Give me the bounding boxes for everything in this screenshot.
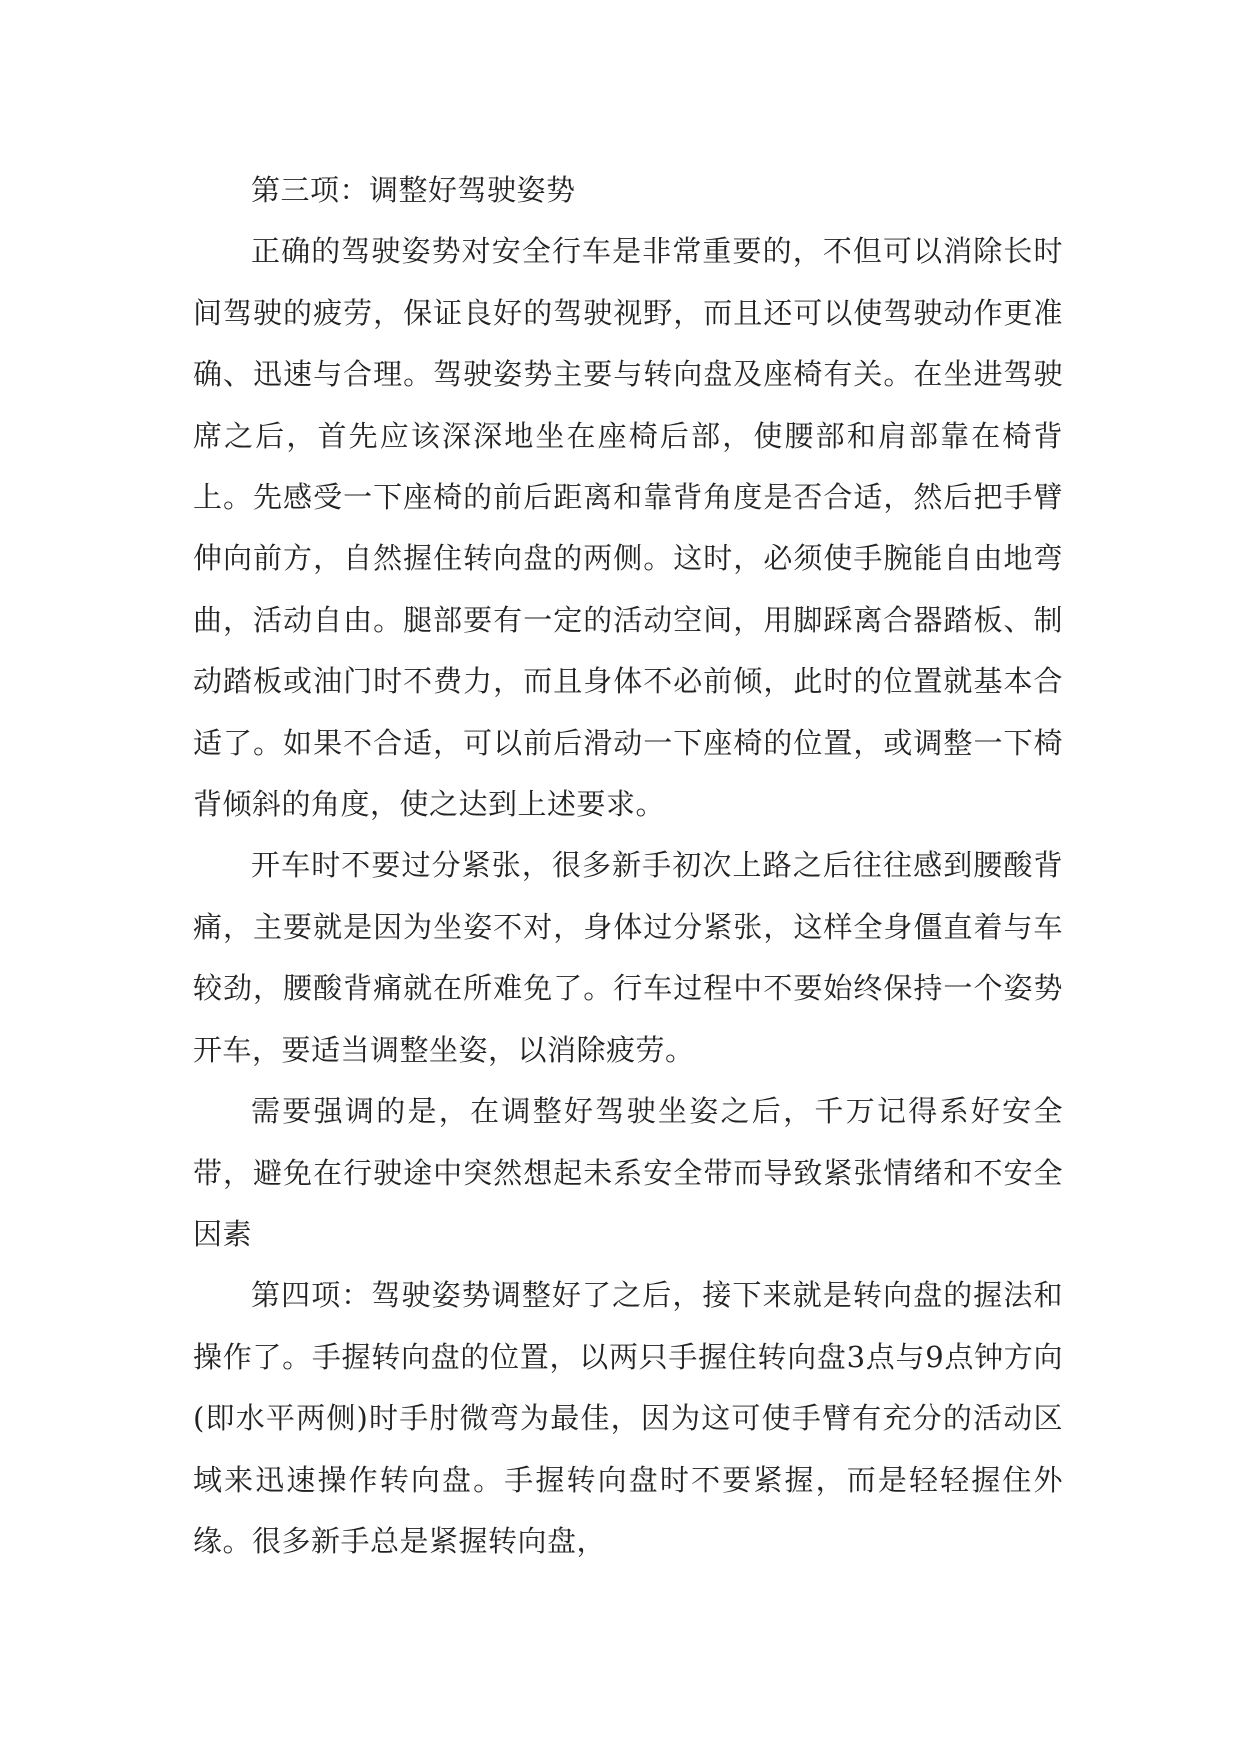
paragraph-driving-posture: 正确的驾驶姿势对安全行车是非常重要的，不但可以消除长时间驾驶的疲劳，保证良好的驾驶视野，而且还可以使驾驶动作更准确、迅速与合理。驾驶姿势主要与转向盘及座椅有关。在坐进驾驶席之后，首先应该深深地坐在座椅后部，使腰部和肩部靠在椅背上。先感受一下座椅的前后距离和靠背角度是否合适，然后把手臂伸向前方，自然握住转向盘的两侧。这时，必须使手腕能自由地弯曲，活动自由。腿部要有一定的活动空间，用脚踩离合器踏板、制动踏板或油门时不费力，而且身体不必前倾，此时的位置就基本合适了。如果不合适，可以前后滑动一下座椅的位置，或调整一下椅背倾斜的角度，使之达到上述要求。 <box>193 234 1063 822</box>
paragraph-section-4-steering: 第四项：驾驶姿势调整好了之后，接下来就是转向盘的握法和操作了。手握转向盘的位置，以两只手握住转向盘3点与9点钟方向(即水平两侧)时手肘微弯为最佳，因为这可使手臂有充分的活动区域来迅速操作转向盘。手握转向盘时不要紧握，而是轻轻握住外缘。很多新手总是紧握转向盘， <box>193 1278 1063 1558</box>
document-body <box>193 160 1063 1572</box>
paragraph-section-3-heading: 第三项：调整好驾驶姿势 <box>251 173 576 207</box>
paragraph-seatbelt: 需要强调的是，在调整好驾驶坐姿之后，千万记得系好安全带，避免在行驶途中突然想起未系安全带而导致紧张情绪和不安全因素 <box>193 1094 1063 1251</box>
paragraph-avoid-tension: 开车时不要过分紧张，很多新手初次上路之后往往感到腰酸背痛，主要就是因为坐姿不对，身体过分紧张，这样全身僵直着与车较劲，腰酸背痛就在所难免了。行车过程中不要始终保持一个姿势开车，要适当调整坐姿，以消除疲劳。 <box>193 848 1063 1067</box>
